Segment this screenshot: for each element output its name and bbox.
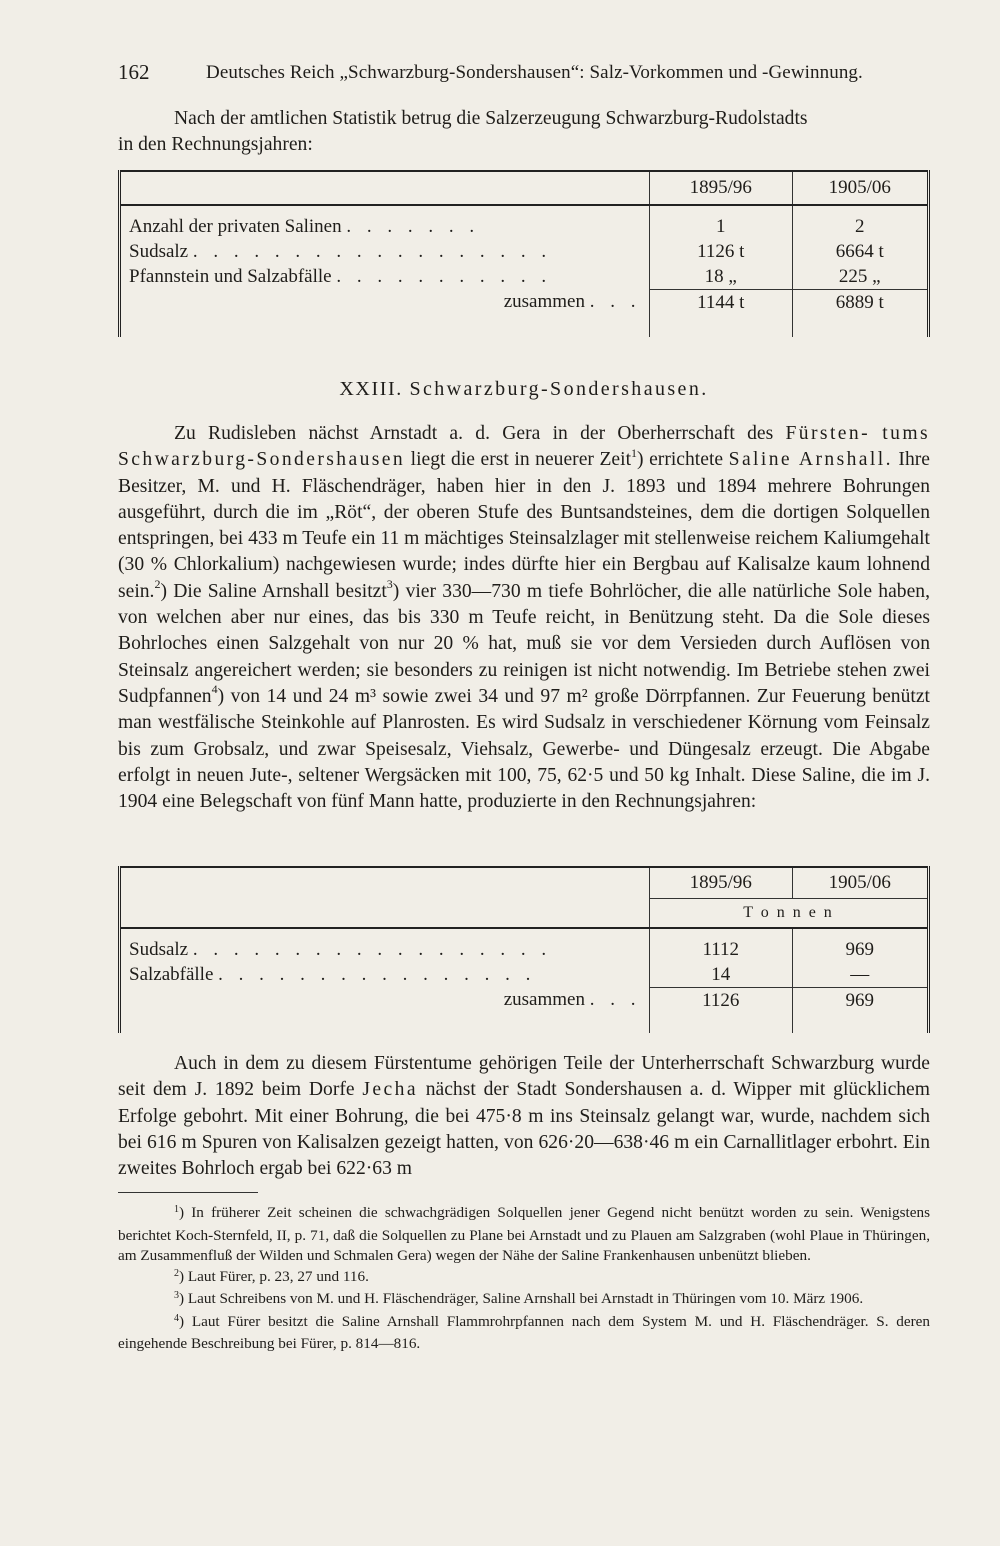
unit-row	[120, 899, 929, 929]
text-span: ) von 14 und 24 m³ sowie zwei 34 und 97 m² große Dörrpfannen. Zur Feuerung benützt man westfälische Steinkohle auf Planrosten. Es wird Sudsalz in verschiedener Körnung vom Feinsalz bis zum Grobsalz, und zwar Speisesalz, Viehsalz, Gewerbe- und Düngesalz erzeugt. Die Abgabe erfolgt in neuen Jute-, seltener Wergsäcken mit 100, 75, 62·5 und 50 kg Inhalt. Diese Saline, die im J. 1904 eine Belegschaft von fünf Mann hatte, produzierte in den Rechnungsjahren:	[118, 685, 930, 813]
section-heading	[118, 378, 930, 401]
footnote	[118, 1203, 930, 1267]
table-header-row	[120, 171, 929, 205]
cell-value: 2	[792, 214, 928, 239]
table-salt-production-rudolstadt	[118, 170, 930, 337]
footnote-text: ) In früherer Zeit scheinen die schwachgrädigen Solquellen jener Gegend nicht benützt worden zu sein. Wenigstens berichtet Koch-Sternfeld, II, p. 71, daß die Solquellen zu Plane bei Arnstadt und zu Plauen am Salzgraben (wohl Plaue in Thüringen, am Zusammenfluß der Wilden und Schmalen Gera) wegen der Nähe der Saline Frankenhausen unbenützt blieben.	[118, 1204, 930, 1264]
running-title: Deutsches Reich „Schwarzburg-Sondershausen“: Salz-Vorkommen und -Gewinnung.	[206, 62, 863, 83]
cell-value: 1	[650, 214, 793, 239]
footnote-number: 1	[174, 1204, 179, 1215]
text-span: Auch in dem zu diesem Fürstentume gehörigen Teile der Unterherrschaft Schwarzburg wurde seit dem J. 1892 beim Dorfe	[118, 1053, 930, 1101]
table-row	[120, 264, 929, 290]
footnote	[118, 1267, 930, 1290]
spaced-text: Saline Arnshall.	[728, 449, 893, 471]
total-label: zusammen	[503, 989, 585, 1011]
section-title: Schwarzburg-Sondershausen.	[409, 378, 709, 400]
footnote-number: 3	[174, 1290, 179, 1301]
cell-value: 6664 t	[792, 239, 928, 264]
text-span: Ihre Besitzer, M. und H. Fläschendräger, haben hier in den J. 1893 und 1894 mehrere Bohrungen ausgeführt, durch die im „Röt“, der oberen Stufe des Buntsandsteines, dem die dortigen Solquellen entspringen, bei 433 m Teufe ein 11 m mächtiges Steinsalzlager mit stellenweise reichem Kaliumgehalt (30 % Chlorkalium) nachgewiesen wurde; indes dürfte hier ein Bergbau auf Kalisalze kaum lohnend sein.	[118, 449, 930, 602]
footnote-text: ) Laut Fürer besitzt die Saline Arnshall Flammrohrpfannen nach dem System M. und H. Fläschendräger. S. deren eingehende Beschreibung bei Fürer, p. 814—816.	[118, 1312, 930, 1352]
paragraph-arnshall	[118, 421, 930, 815]
text-span: ) vier 330—730 m tiefe Bohrlöcher, die alle natürliche Sole haben, von welchen aber nur eines, das bis 330 m Teufe reicht, in Benützung steht. Da die Sole dieses Bohrloches einen Salzgehalt von nur 20 % hat, muß sie vor dem Versieden durch Auflösen von Steinsalz angereichert werden; sie besonders zu reinigen ist nicht notwendig. Im Betriebe stehen zwei Sudpfannen	[118, 580, 930, 707]
table-row	[120, 214, 929, 239]
table-header-row	[120, 867, 929, 899]
paragraph-jecha	[118, 1051, 930, 1182]
leader-dots: . . . . . . . . . . .	[336, 265, 552, 287]
row-label: Sudsalz	[129, 938, 189, 960]
intro-text	[118, 106, 930, 159]
column-header: 1905/06	[792, 171, 928, 205]
cell-value: —	[792, 962, 928, 988]
intro-line-1: Nach der amtlichen Statistik betrug die Salzerzeugung Schwarzburg-Rudolstadts	[174, 108, 808, 129]
footnotes	[118, 1203, 930, 1355]
footnote-text: ) Laut Fürer, p. 23, 27 und 116.	[179, 1267, 369, 1285]
table-row	[120, 962, 929, 988]
row-label: Salzabfälle	[129, 963, 214, 985]
spaced-text: Fürsten-	[785, 423, 871, 444]
total-value: 969	[792, 988, 928, 1014]
total-value: 1144 t	[650, 290, 793, 316]
text-span: Zu Rudisleben nächst Arnstadt a. d. Gera in der Oberherrschaft des	[174, 423, 786, 444]
footnote-number: 2	[174, 1267, 179, 1279]
footnote	[118, 1289, 930, 1312]
footnote-ref: 2	[154, 577, 161, 592]
cell-value: 14	[650, 962, 793, 988]
table-total-row	[120, 290, 929, 316]
footnote-ref: 4	[211, 682, 218, 697]
leader-dots: . . . . . . . . . . . . . . . . . .	[192, 240, 552, 262]
unit-label: T o n n e n	[650, 899, 929, 929]
footnote	[118, 1312, 930, 1355]
text-span: ) Die Saline Arnshall besitzt	[160, 580, 387, 602]
leader-dots: . . .	[589, 291, 641, 313]
cell-value: 225 „	[792, 264, 928, 290]
text-span: ) errichtete	[637, 449, 729, 471]
cell-value: 1112	[650, 937, 793, 962]
spaced-text: Jecha	[362, 1079, 418, 1101]
footnote-ref: 3	[386, 577, 393, 592]
total-value: 6889 t	[792, 290, 928, 316]
row-label: Sudsalz	[129, 240, 189, 262]
table-row	[120, 239, 929, 264]
total-label: zusammen	[503, 291, 585, 313]
footnote-rule	[118, 1192, 258, 1193]
row-label: Pfannstein und Salzabfälle	[129, 265, 332, 287]
text-span: nächst der Stadt Sondershausen a. d. Wipper mit glücklichem Erfolge gebohrt. Mit einer Bohrung, die bei 475·8 m ins Steinsalz gelangt war, wurde, nachdem sich bei 616 m Spuren von Kalisalzen gezeigt hatten, von 626·20—638·46 m ein Carnallitlager erbohrt. Ein zweites Bohrloch ergab bei 622·63 m	[118, 1079, 930, 1180]
row-label: Anzahl der privaten Salinen	[129, 215, 342, 237]
leader-dots: . . . . . . .	[346, 215, 480, 237]
footnote-text: ) Laut Schreibens von M. und H. Fläschendräger, Saline Arnshall bei Arnstadt in Thüringen vom 10. März 1906.	[179, 1290, 864, 1307]
spaced-text: tums Schwarzburg-Sondershausen	[118, 423, 930, 471]
leader-dots: . . . . . . . . . . . . . . . . . .	[192, 938, 552, 960]
leader-dots: . . .	[589, 989, 641, 1011]
column-header: 1895/96	[650, 171, 793, 205]
table-row	[120, 937, 929, 962]
table-salt-production-arnshall	[118, 866, 930, 1033]
intro-line-2: in den Rechnungsjahren:	[118, 134, 313, 156]
page-header	[118, 60, 930, 88]
footnote-number: 4	[174, 1312, 179, 1324]
cell-value: 969	[792, 937, 928, 962]
cell-value: 1126 t	[650, 239, 793, 264]
text-span: liegt die erst in neuerer Zeit	[405, 449, 632, 471]
leader-dots: . . . . . . . . . . . . . . . .	[218, 963, 536, 985]
column-header: 1895/96	[650, 867, 793, 899]
total-value: 1126	[650, 988, 793, 1014]
section-number: XXIII.	[339, 378, 403, 400]
table-total-row	[120, 988, 929, 1014]
page-number: 162	[118, 60, 150, 84]
cell-value: 18 „	[650, 264, 793, 290]
column-header: 1905/06	[792, 867, 928, 899]
footnote-ref: 1	[631, 445, 638, 460]
